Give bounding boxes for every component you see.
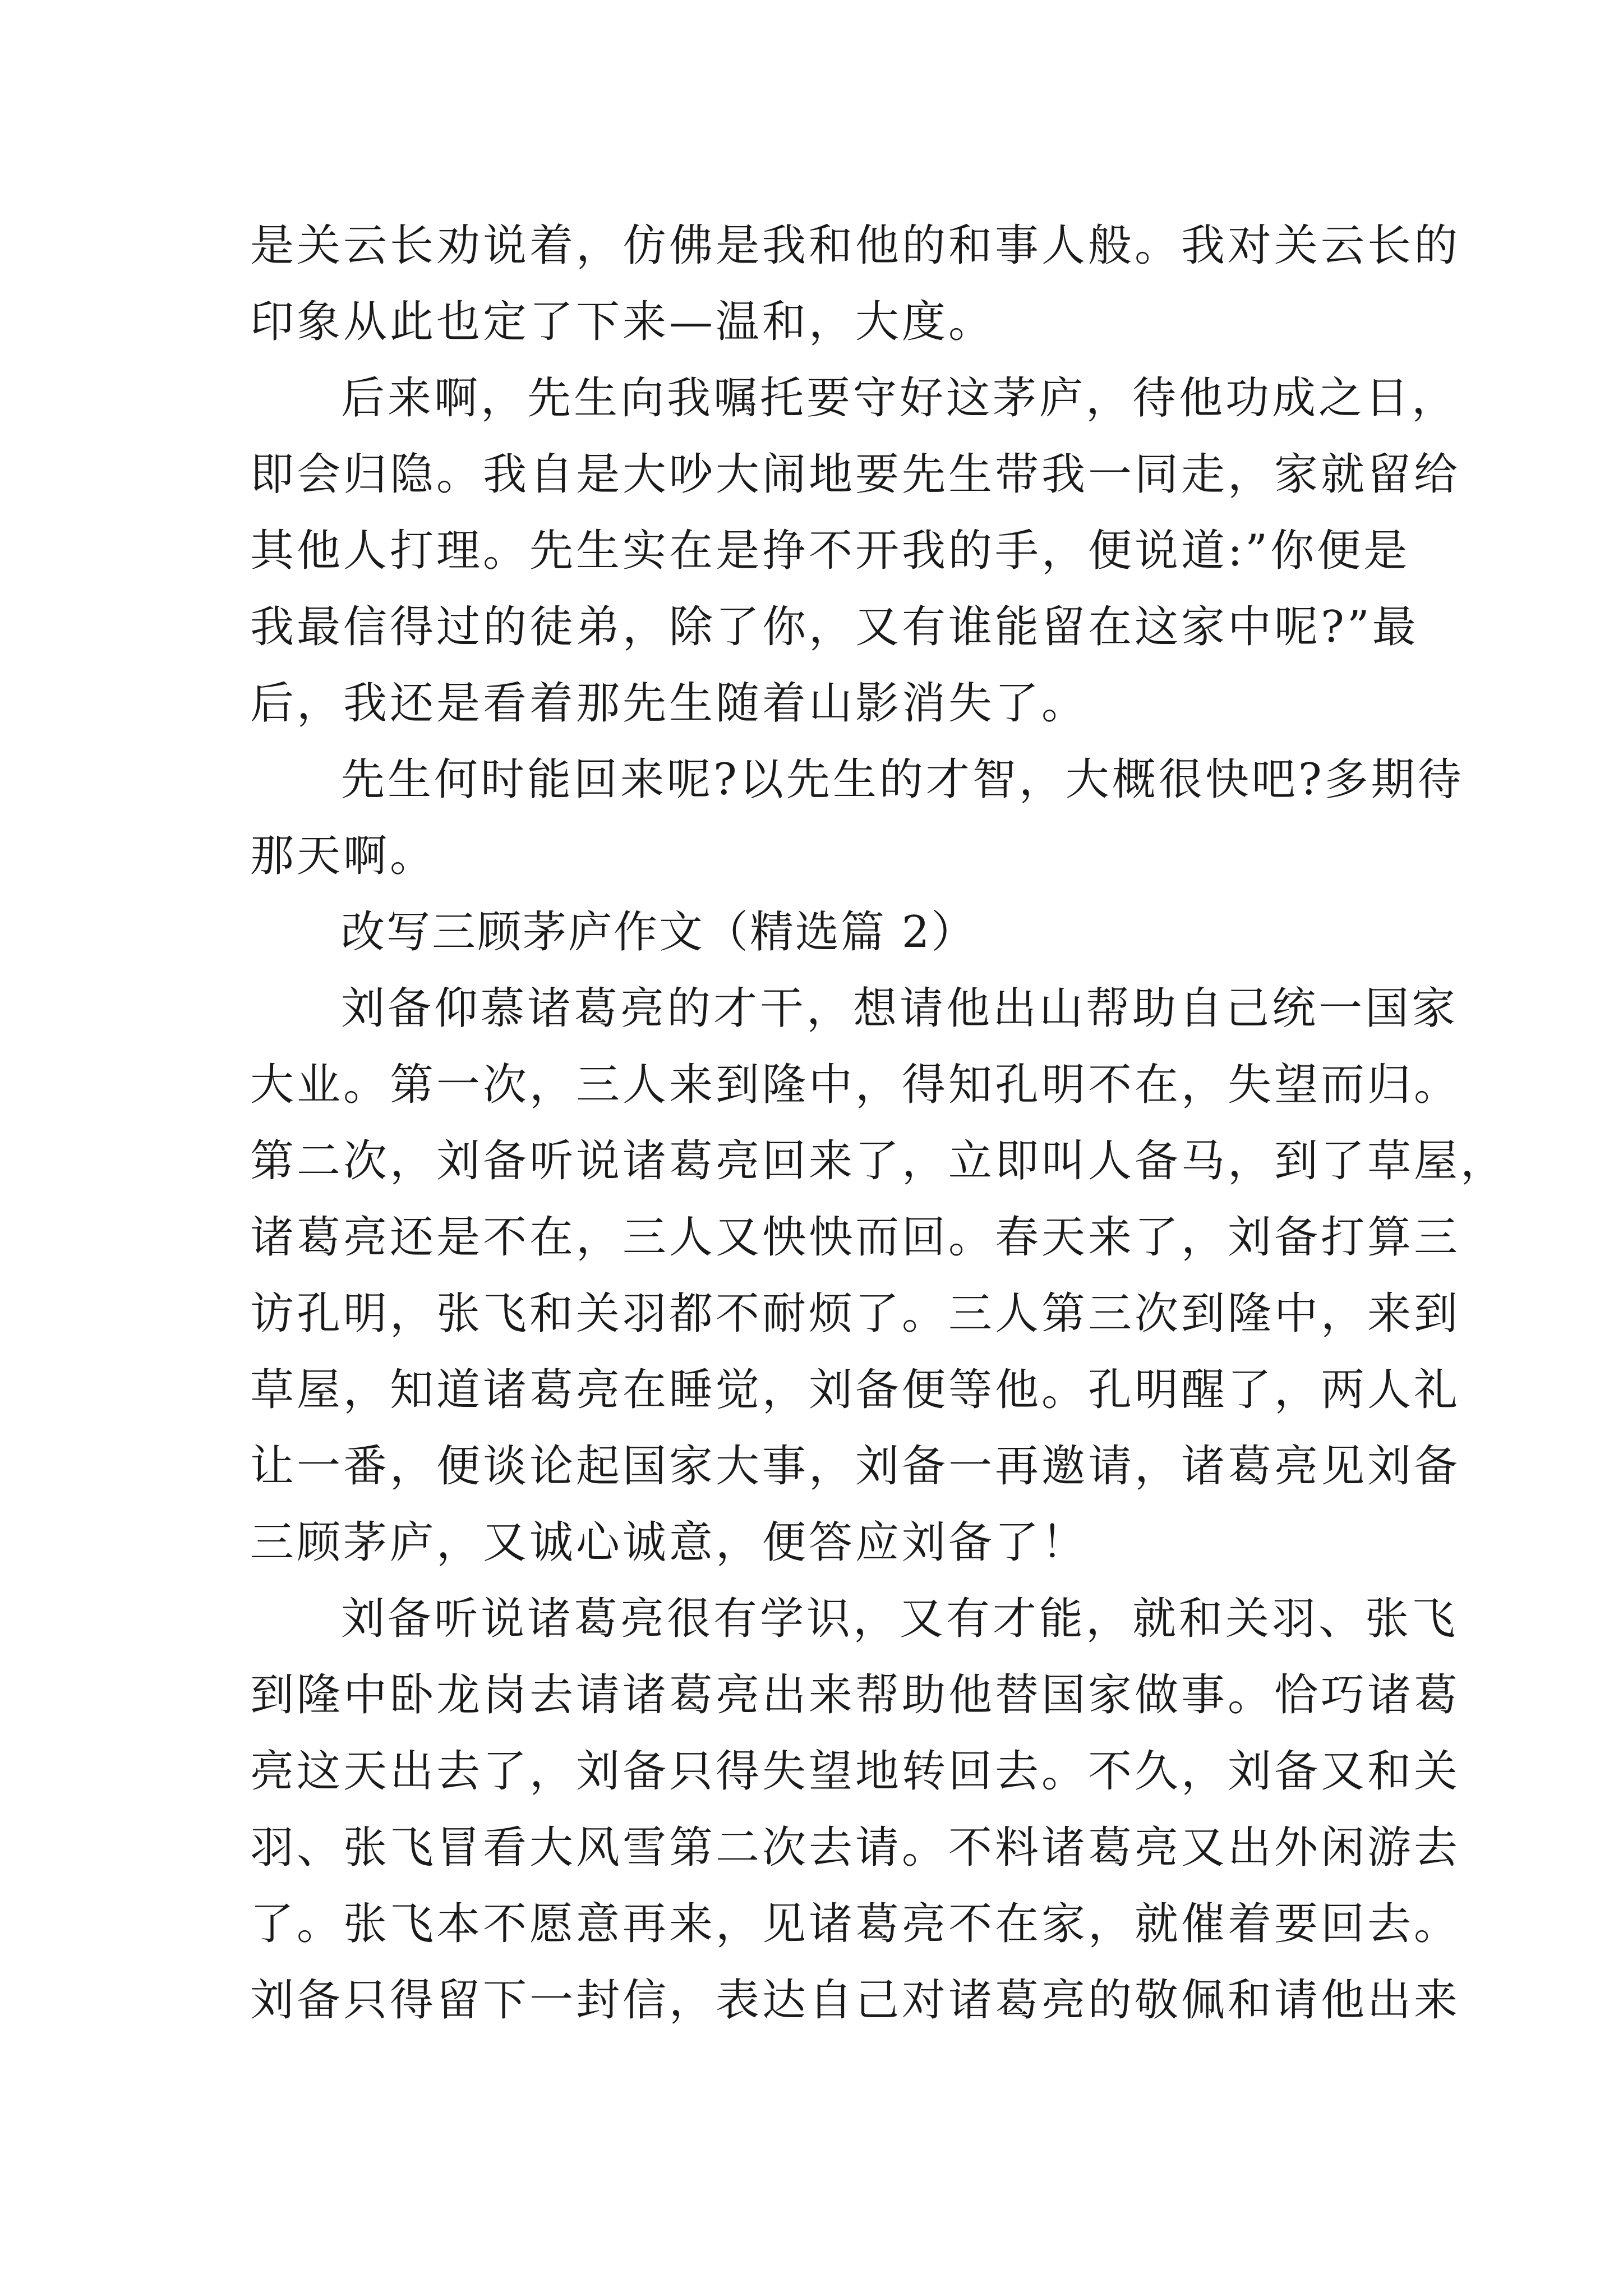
text-line: 印象从此也定了下来—温和，大度。 xyxy=(250,297,995,347)
text-line: 刘备仰慕诸葛亮的才干，想请他出山帮助自己统一国家 xyxy=(341,983,1459,1034)
text-line: 到隆中卧龙岗去请诸葛亮出来帮助他替国家做事。恰巧诸葛 xyxy=(250,1670,1461,1720)
text-line: 诸葛亮还是不在，三人又怏怏而回。春天来了，刘备打算三 xyxy=(250,1212,1461,1263)
text-line: 我最信得过的徒弟，除了你，又有谁能留在这家中呢?”最 xyxy=(250,602,1419,652)
text-line: 其他人打理。先生实在是挣不开我的手，便说道:”你便是 xyxy=(250,526,1410,576)
text-line: 草屋，知道诸葛亮在睡觉，刘备便等他。孔明醒了，两人礼 xyxy=(250,1365,1461,1415)
text-line: 第二次，刘备听说诸葛亮回来了，立即叫人备马，到了草屋， xyxy=(250,1136,1507,1186)
text-line: 亮这天出去了，刘备只得失望地转回去。不久，刘备又和关 xyxy=(250,1746,1461,1797)
text-line: 三顾茅庐，又诚心诚意，便答应刘备了！ xyxy=(250,1517,1089,1568)
text-line: 后来啊，先生向我嘱托要守好这茅庐，待他功成之日， xyxy=(341,373,1459,424)
text-line: 后，我还是看着那先生随着山影消失了。 xyxy=(250,678,1089,729)
text-line: 了。张飞本不愿意再来，见诸葛亮不在家，就催着要回去。 xyxy=(250,1899,1461,1949)
text-line: 访孔明，张飞和关羽都不耐烦了。三人第三次到隆中，来到 xyxy=(250,1289,1461,1339)
section-title: 改写三顾茅庐作文（精选篇 2） xyxy=(341,907,977,958)
text-line: 那天啊。 xyxy=(250,831,437,881)
text-line: 刘备听说诸葛亮很有学识，又有才能，就和关羽、张飞 xyxy=(341,1594,1459,1644)
text-line: 刘备只得留下一封信，表达自己对诸葛亮的敬佩和请他出来 xyxy=(250,1975,1461,2026)
text-line: 大业。第一次，三人来到隆中，得知孔明不在，失望而归。 xyxy=(250,1060,1461,1110)
text-line: 让一番，便谈论起国家大事，刘备一再邀请，诸葛亮见刘备 xyxy=(250,1441,1461,1492)
text-line: 是关云长劝说着，仿佛是我和他的和事人般。我对关云长的 xyxy=(250,220,1461,271)
text-line: 即会归隐。我自是大吵大闹地要先生带我一同走，家就留给 xyxy=(250,449,1461,500)
text-line: 先生何时能回来呢?以先生的才智，大概很快吧?多期待 xyxy=(341,754,1464,805)
document-body xyxy=(250,208,1507,2039)
text-line: 羽、张飞冒看大风雪第二次去请。不料诸葛亮又出外闲游去 xyxy=(250,1823,1461,1873)
